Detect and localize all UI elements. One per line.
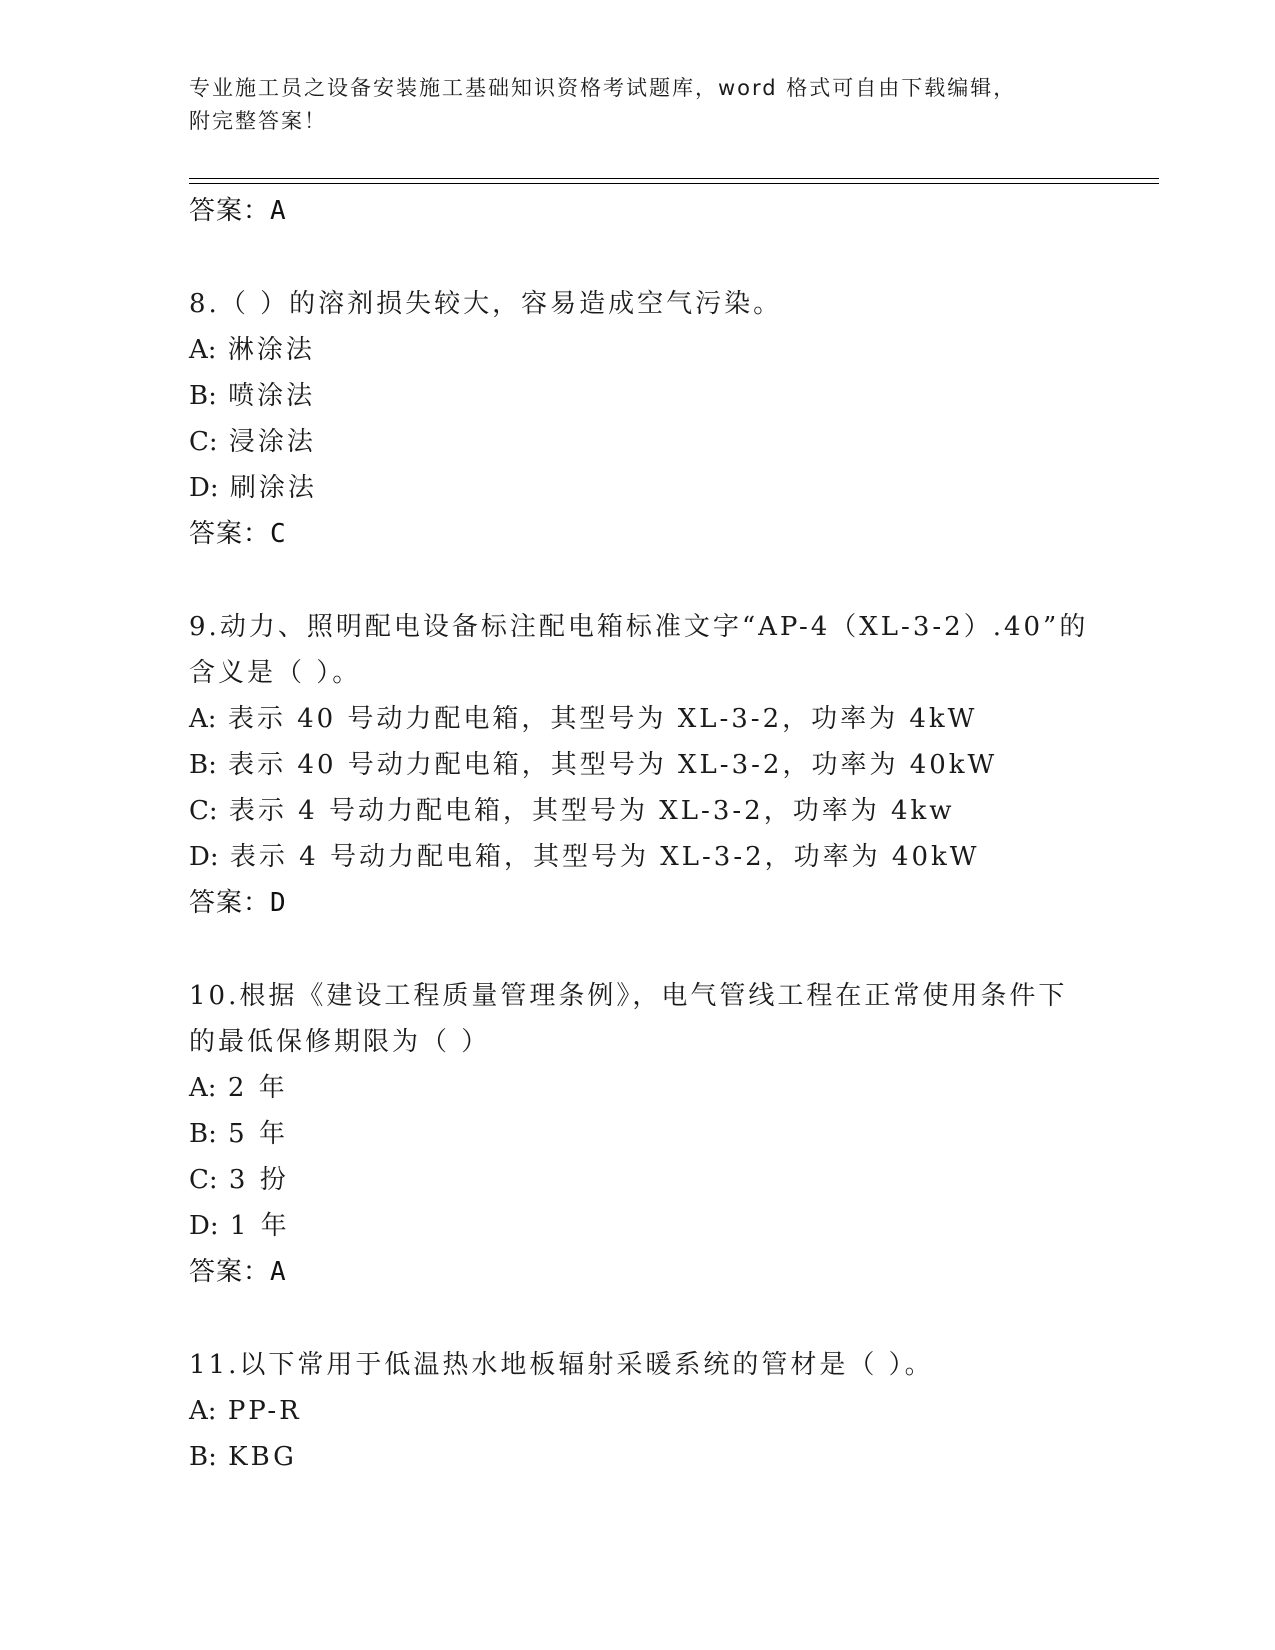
option-item	[189, 419, 1109, 465]
option-text: 刷涂法	[229, 473, 317, 503]
option-key: A:	[189, 1073, 217, 1103]
question-number: 8.	[189, 289, 220, 319]
question-block	[189, 281, 1109, 557]
option-text: 喷涂法	[228, 381, 316, 411]
option-text: KBG	[228, 1442, 297, 1472]
option-text: 表示 4 号动力配电箱，其型号为 XL-3-2，功率为 4kw	[228, 796, 955, 826]
question-line	[189, 1019, 1109, 1065]
question-number: 10.	[189, 981, 240, 1011]
option-item	[189, 1157, 1109, 1203]
option-text: 3 扮	[228, 1165, 289, 1195]
question-text: 以下常用于低温热水地板辐射采暖系统的管材是（ ）。	[239, 1350, 934, 1380]
option-key: D:	[189, 1211, 219, 1241]
answer-value: C	[270, 519, 287, 549]
option-key: B:	[189, 1442, 217, 1472]
spacer	[189, 557, 1109, 604]
question-list	[189, 188, 1109, 1480]
question-line	[189, 281, 1109, 327]
question-block	[189, 604, 1109, 926]
option-item	[189, 1065, 1109, 1111]
answer-value: D	[270, 888, 287, 918]
question-line	[189, 604, 1109, 650]
option-item	[189, 1434, 1109, 1480]
header-line-2: 附完整答案！	[189, 109, 327, 133]
option-item	[189, 834, 1109, 880]
option-item	[189, 1111, 1109, 1157]
question-line	[189, 1342, 1109, 1388]
option-item	[189, 742, 1109, 788]
option-key: A:	[189, 704, 217, 734]
option-text: 表示 40 号动力配电箱，其型号为 XL-3-2，功率为 40kW	[228, 750, 998, 780]
question-text: 动力、照明配电设备标注配电箱标准文字“AP-4（XL-3-2）.40”的	[219, 612, 1089, 642]
answer-label: 答案：	[189, 1257, 271, 1287]
question-text: 根据《建设工程质量管理条例》，电气管线工程在正常使用条件下	[239, 981, 1068, 1011]
answer-line	[189, 880, 1109, 926]
option-text: 1 年	[229, 1211, 290, 1241]
question-block	[189, 1342, 1109, 1480]
header-divider-bottom	[189, 183, 1159, 184]
question-text: 含义是（ ）。	[189, 658, 362, 688]
option-key: A:	[189, 1396, 217, 1426]
option-key: A:	[189, 335, 217, 365]
answer-line	[189, 1249, 1109, 1295]
header-line-1: 专业施工员之设备安装施工基础知识资格考试题库，word 格式可自由下载编辑，	[189, 76, 1017, 100]
answer-value: A	[270, 196, 287, 226]
option-text: PP-R	[227, 1396, 302, 1426]
option-text: 淋涂法	[227, 335, 315, 365]
option-key: B:	[189, 381, 217, 411]
option-item	[189, 373, 1109, 419]
option-key: B:	[189, 750, 217, 780]
spacer	[189, 1295, 1109, 1342]
answer-value: A	[270, 1257, 287, 1287]
option-item	[189, 465, 1109, 511]
option-text: 2 年	[227, 1073, 288, 1103]
option-text: 表示 4 号动力配电箱，其型号为 XL-3-2，功率为 40kW	[229, 842, 980, 872]
header-divider-top	[189, 178, 1159, 179]
option-text: 5 年	[228, 1119, 288, 1149]
answer-label: 答案：	[189, 196, 271, 226]
option-key: C:	[189, 427, 218, 457]
option-item	[189, 788, 1109, 834]
question-text: （ ）的溶剂损失较大，容易造成空气污染。	[219, 289, 783, 319]
option-key: D:	[189, 473, 219, 503]
spacer	[189, 926, 1109, 973]
option-key: D:	[189, 842, 219, 872]
question-block	[189, 973, 1109, 1295]
document-header	[189, 72, 1089, 138]
option-key: B:	[189, 1119, 217, 1149]
answer-label: 答案：	[189, 888, 271, 918]
question-number: 9.	[189, 612, 220, 642]
option-text: 表示 40 号动力配电箱，其型号为 XL-3-2，功率为 4kW	[227, 704, 978, 734]
question-line	[189, 973, 1109, 1019]
option-text: 浸涂法	[228, 427, 316, 457]
option-key: C:	[189, 1165, 218, 1195]
option-item	[189, 1203, 1109, 1249]
spacer	[189, 234, 1109, 281]
option-item	[189, 1388, 1109, 1434]
question-line	[189, 650, 1109, 696]
question-text: 的最低保修期限为（ ）	[189, 1027, 491, 1057]
option-item	[189, 696, 1109, 742]
answer-line	[189, 188, 1109, 234]
answer-line	[189, 511, 1109, 557]
option-key: C:	[189, 796, 218, 826]
option-item	[189, 327, 1109, 373]
answer-label: 答案：	[189, 519, 271, 549]
question-number: 11.	[189, 1350, 240, 1380]
